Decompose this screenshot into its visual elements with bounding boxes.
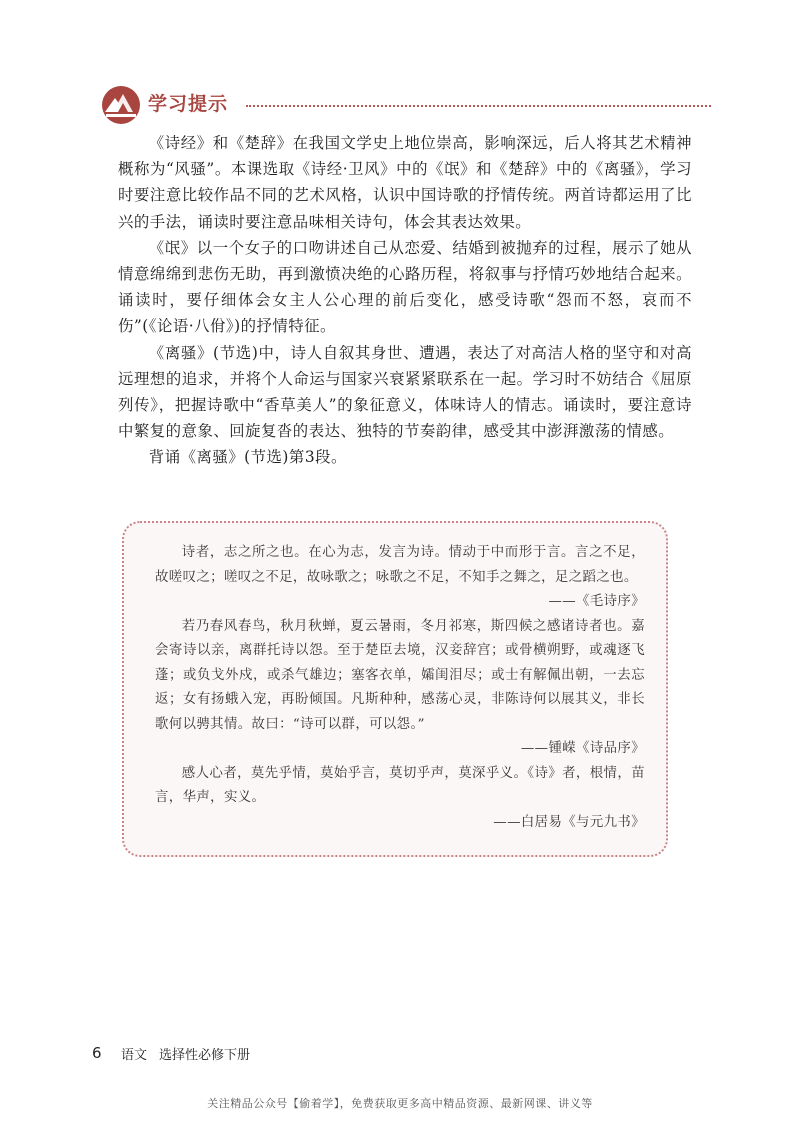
quote-source: ——锺嵘《诗品序》 [520,741,645,756]
footer-note: 关注精品公众号【偷着学】，免费获取更多高中精品资源、最新网课、讲义等 [207,1097,593,1110]
three-peaks-logo-icon [101,85,141,125]
book-label: 选择性必修下册 [159,1048,251,1063]
paragraph: 《诗经》和《楚辞》在我国文学史上地位崇高，影响深远，后人将其艺术精神概称为“风骚”。本课选取《诗经·卫风》中的《氓》和《楚辞》中的《离骚》，学习时要注意比较作品不同的艺术风格，认识中国诗歌的抒情传统。两首诗都运用了比兴的手法，诵读时要注意品味相关诗句，体会其表达效果。 [118,134,692,231]
paragraph: 背诵《离骚》(节选)第3段。 [148,448,347,467]
section-header [101,85,711,125]
quote-source: ——白居易《与元九书》 [493,814,645,830]
page-number: 6 [92,1044,102,1062]
quote-source: ——《毛诗序》 [548,594,645,609]
section-title: 学习提示 [148,93,229,115]
quote-box [122,521,668,857]
paragraph: 《氓》以一个女子的口吻讲述自己从恋爱、结婚到被抛弃的过程，展示了她从情意绵绵到悲伤无助，再到激愤决绝的心路历程，将叙事与抒情巧妙地结合起来。诵读时，要仔细体会女主人公心理的前后变化，感受诗歌“怨而不怒，哀而不伤”(《论语·八佾》)的抒情特征。 [118,238,692,336]
quote-list [155,541,645,835]
quote-text: 诗者，志之所之也。在心为志，发言为诗。情动于中而形于言。言之不足，故嗟叹之；嗟叹之不足，故咏歌之；咏歌之不足，不知手之舞之，足之蹈之也。 [155,545,645,585]
study-tips-body [118,130,692,471]
quote-text: 若乃春风春鸟，秋月秋蝉，夏云暑雨，冬月祁寒，斯四候之感诸诗者也。嘉会寄诗以亲，离群托诗以怨。至于楚臣去境，汉妾辞宫；或骨横朔野，或魂逐飞蓬；或负戈外戍，或杀气雄边；塞客衣单，孀闺泪尽；或士有解佩出朝，一去忘返；女有扬蛾入宠，再盼倾国。凡斯种种，感荡心灵，非陈诗何以展其义，非长歌何以骋其情。故曰：“诗可以群，可以怨。” [155,618,645,732]
dotted-divider [246,105,711,107]
subject-label: 语文 [121,1048,148,1063]
paragraph: 《离骚》(节选)中，诗人自叙其身世、遭遇，表达了对高洁人格的坚守和对高远理想的追求，并将个人命运与国家兴衰紧紧联系在一起。学习时不妨结合《屈原列传》，把握诗歌中“香草美人”的象征意义，体味诗人的情志。诵读时，要注意诗中繁复的意象、回旋复沓的表达、独特的节奏韵律，感受其中澎湃激荡的情感。 [118,343,692,441]
book-title [121,1044,262,1063]
quote-text: 感人心者，莫先乎情，莫始乎言，莫切乎声，莫深乎义。《诗》者，根情，苗言，华声，实义。 [155,765,645,805]
